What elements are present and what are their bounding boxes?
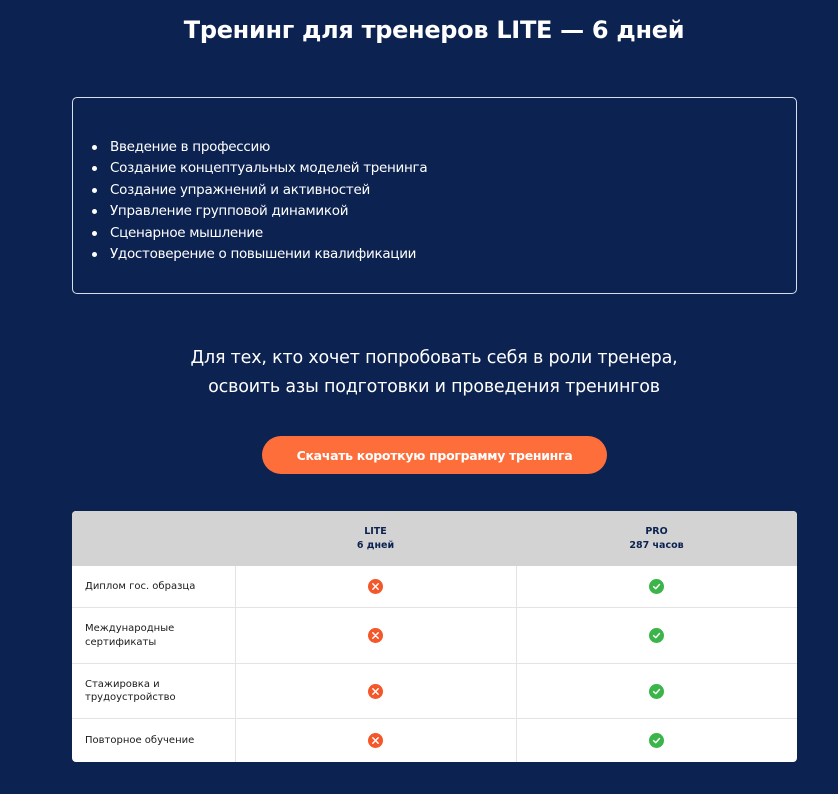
- row-label: Диплом гос. образца: [85, 580, 196, 592]
- check-icon: [649, 579, 664, 594]
- tagline: [0, 344, 838, 402]
- row-label: Стажировка и трудоустройство: [85, 678, 176, 703]
- cross-icon: [368, 684, 383, 699]
- features-list: [110, 137, 427, 265]
- download-program-button[interactable]: Скачать короткую программу тренинга: [262, 436, 607, 474]
- feature-item: Создание концептуальных моделей тренинга: [110, 158, 427, 179]
- cross-icon: [368, 579, 383, 594]
- table-row: [72, 566, 797, 608]
- feature-item: Введение в профессию: [110, 137, 427, 158]
- column-header-pro: [516, 525, 797, 552]
- tagline-line-1: Для тех, кто хочет попробовать себя в роли тренера,: [190, 348, 678, 368]
- row-label: Международные сертификаты: [85, 623, 175, 648]
- feature-item: Удостоверение о повышении квалификации: [110, 244, 427, 265]
- comparison-table: [72, 511, 797, 762]
- column-duration: 287 часов: [629, 539, 684, 551]
- cross-icon: [368, 733, 383, 748]
- feature-item: Управление групповой динамикой: [110, 201, 427, 222]
- check-icon: [649, 684, 664, 699]
- page-title: Тренинг для тренеров LITE — 6 дней: [183, 16, 685, 44]
- comparison-header: [72, 511, 797, 566]
- table-row: [72, 664, 797, 719]
- column-name: PRO: [645, 526, 668, 537]
- column-name: LITE: [364, 526, 387, 537]
- row-label: Повторное обучение: [85, 734, 195, 746]
- cross-icon: [368, 628, 383, 643]
- column-header-lite: [235, 525, 516, 552]
- feature-item: Сценарное мышление: [110, 223, 427, 244]
- check-icon: [649, 628, 664, 643]
- column-divider: [516, 566, 517, 762]
- table-row: [72, 608, 797, 664]
- check-icon: [649, 733, 664, 748]
- table-row: [72, 719, 797, 762]
- features-box: [72, 97, 797, 294]
- column-divider: [235, 566, 236, 762]
- feature-item: Создание упражнений и активностей: [110, 180, 427, 201]
- column-duration: 6 дней: [356, 539, 395, 551]
- tagline-line-2: освоить азы подготовки и проведения тренингов: [208, 377, 660, 397]
